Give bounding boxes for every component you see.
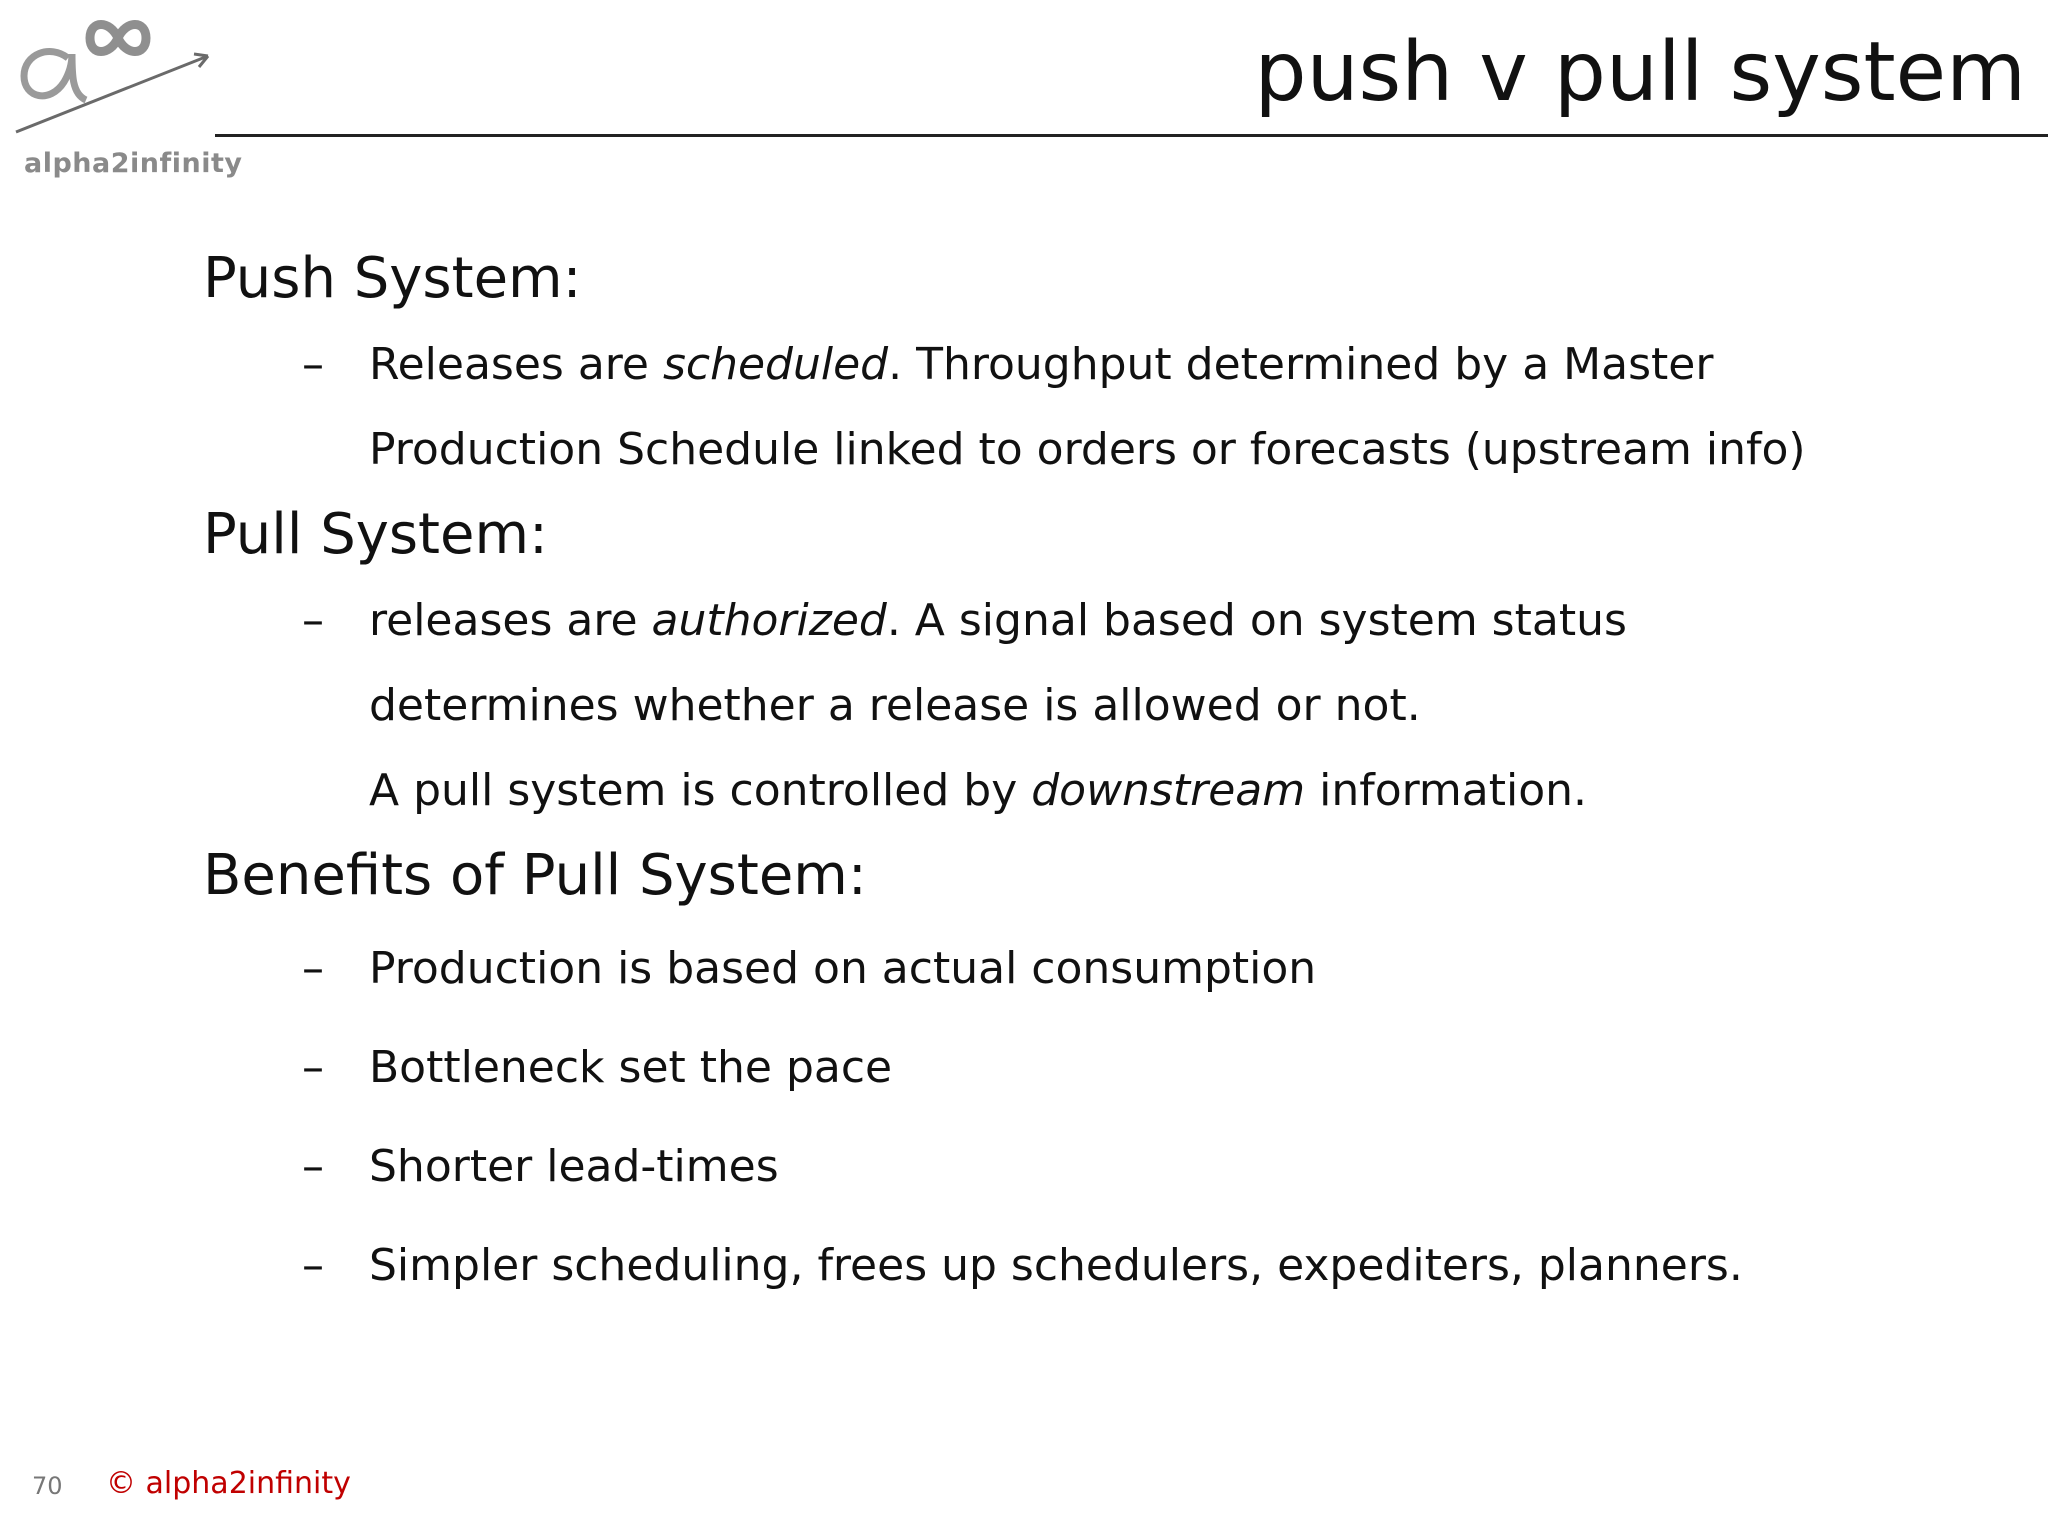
bullet-line: [369, 322, 1993, 407]
pull-system-heading: Pull System:: [203, 502, 548, 567]
pull-system-bullet: [203, 578, 1993, 833]
title-divider: [215, 134, 2048, 137]
bullet-line: [369, 748, 1993, 833]
bullet-dash: –: [302, 1042, 324, 1093]
emphasis-text: scheduled: [662, 339, 889, 390]
bullet-dash: –: [302, 339, 324, 390]
logo-text: alpha2infinity: [24, 148, 243, 179]
benefit-text: Production is based on actual consumption: [369, 943, 1317, 994]
emphasis-text: downstream: [1031, 765, 1306, 816]
text-run: releases are: [369, 595, 652, 646]
benefits-heading: Benefits of Pull System:: [203, 843, 867, 908]
benefit-text: Simpler scheduling, frees up schedulers, expediters, planners.: [369, 1240, 1743, 1291]
text-run: Releases are: [369, 339, 663, 390]
push-system-bullet: [203, 322, 1993, 492]
slide-title: push v pull system: [1254, 25, 2026, 120]
bullet-dash: –: [302, 943, 324, 994]
alpha2infinity-logo: [10, 10, 243, 179]
bullet-line: Production Schedule linked to orders or forecasts (upstream info): [369, 424, 1806, 475]
benefit-text: Shorter lead-times: [369, 1141, 779, 1192]
bullet-line: determines whether a release is allowed or not.: [369, 680, 1421, 731]
copyright-notice: © alpha2infinity: [106, 1466, 351, 1501]
benefit-item: [203, 1216, 1993, 1315]
emphasis-text: authorized: [651, 595, 887, 646]
benefit-item: [203, 919, 1993, 1018]
bullet-dash: –: [302, 1240, 324, 1291]
benefit-item: [203, 1018, 1993, 1117]
benefit-text: Bottleneck set the pace: [369, 1042, 893, 1093]
slide-body: [203, 236, 1993, 1315]
slide-number: 70: [32, 1472, 63, 1500]
bullet-dash: –: [302, 1141, 324, 1192]
text-run: A pull system is controlled by: [369, 765, 1032, 816]
bullet-dash: –: [302, 595, 324, 646]
push-system-heading: Push System:: [203, 246, 582, 311]
benefit-item: [203, 1117, 1993, 1216]
text-run: . Throughput determined by a Master: [888, 339, 1714, 390]
text-run: information.: [1305, 765, 1588, 816]
bullet-line: [369, 578, 1993, 663]
text-run: . A signal based on system status: [886, 595, 1627, 646]
alpha-infinity-logo-icon: [10, 10, 225, 150]
